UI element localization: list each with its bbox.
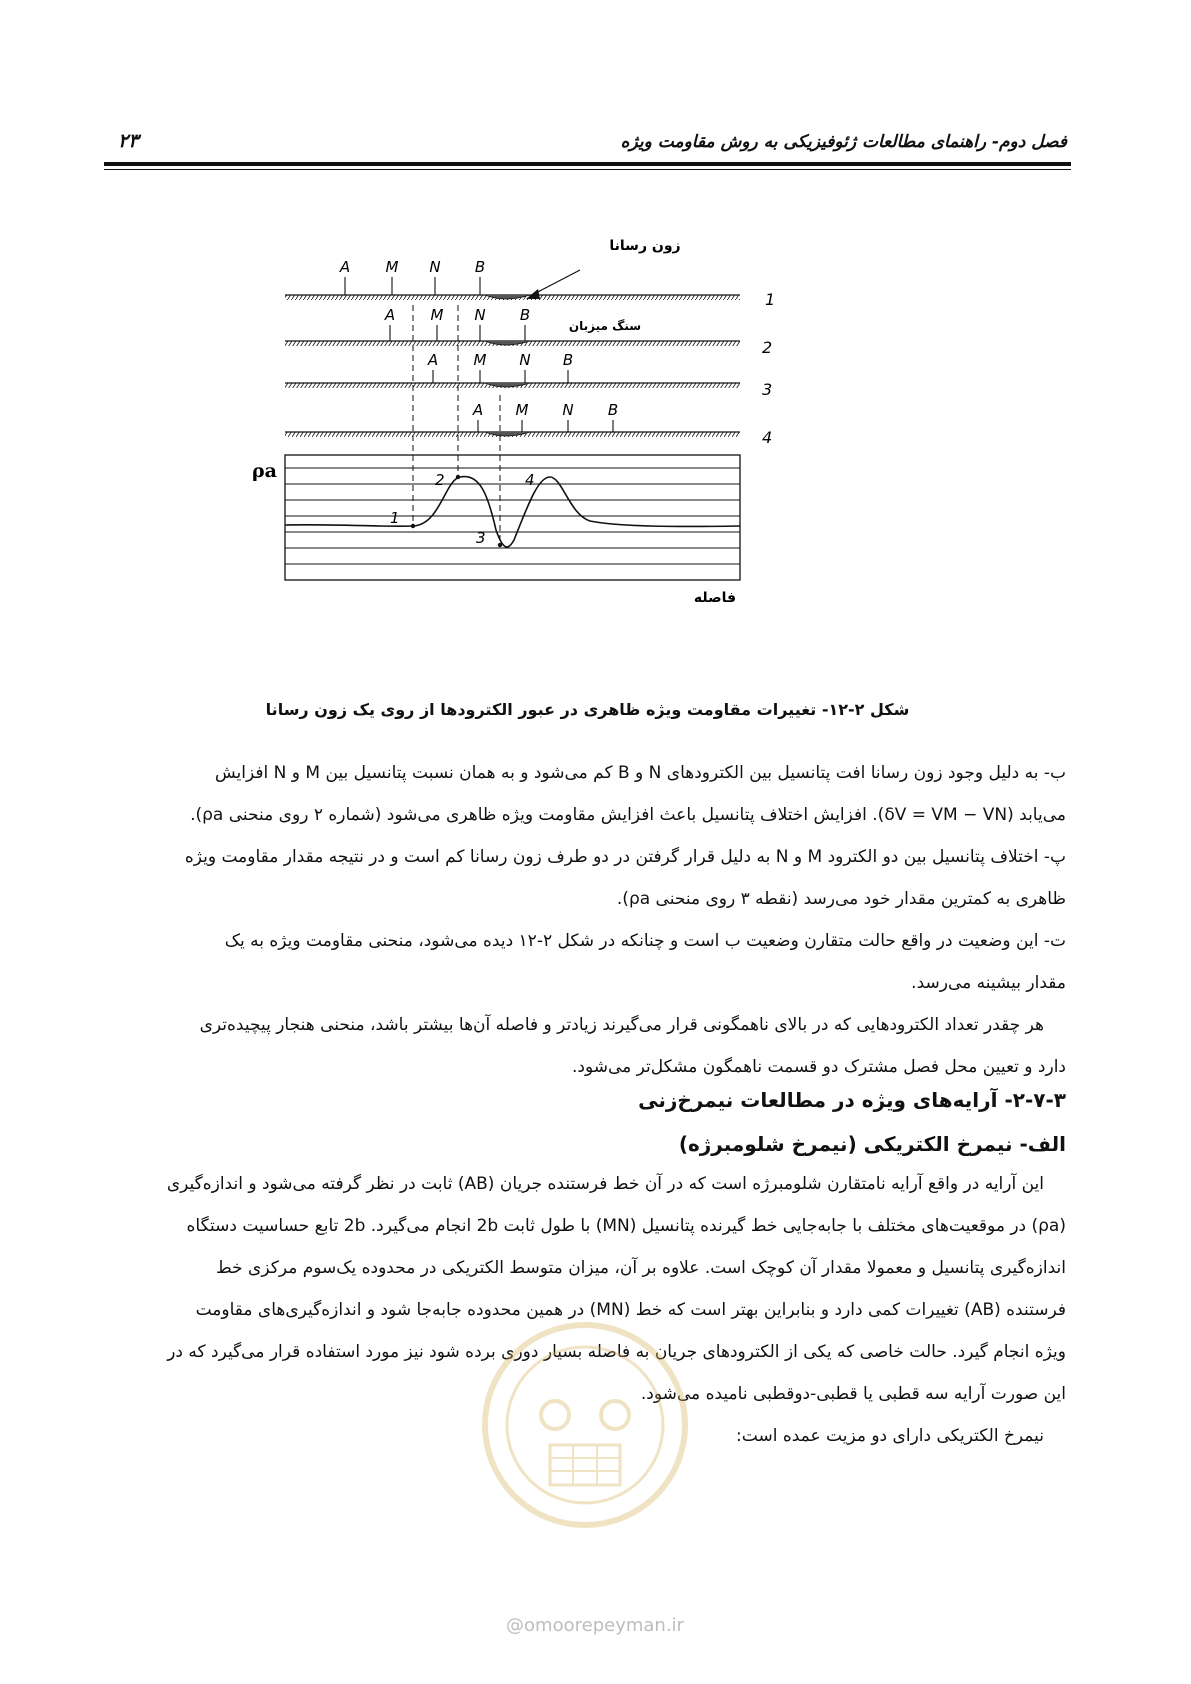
section-line-6: این صورت آرایه سه قطبی یا قطبی-دوقطبی نامیده می‌شود. (640, 1384, 1066, 1404)
figure-caption: شکل ۲-۱۲- تغییرات مقاومت ویژه ظاهری در عبور الکترودها از روی یک زون رسانا (265, 700, 910, 719)
section-line-2: (ρa) در موقعیت‌های مختلف با جابه‌جایی خط گیرنده پتانسیل (MN) با طول ثابت 2b انجام می‌گیرد. 2b تابع حساسیت دستگاه (186, 1216, 1066, 1236)
header-title: فصل دوم- راهنمای مطالعات ژئوفیزیکی به روش مقاومت ویژه (620, 132, 1067, 152)
section-line-3: اندازه‌گیری پتانسیل و معمولا مقدار آن کوچک است. علاوه بر آن، میزان متوسط الکتریکی در محدوده یک‌سوم مرکزی خط (216, 1258, 1066, 1278)
paragraph-h-line-1: هر چقدر تعداد الکترودهایی که در بالای ناهمگونی قرار می‌گیرند زیادتر و فاصله آن‌ها بیشتر باشد، منحنی هنجار پیچیده‌تری (199, 1015, 1044, 1035)
header-rule-thick (104, 162, 1071, 166)
paragraph-t-line-2: مقدار بیشینه می‌رسد. (911, 973, 1066, 993)
graph-frame (285, 455, 740, 580)
ground-line-2 (285, 341, 740, 346)
paragraph-b-line-1: ب- به دلیل وجود زون رسانا افت پتانسیل بین الکترودهای N و B کم می‌شود و به همان نسبت پتانسیل بین M و N افزایش (214, 763, 1066, 783)
paragraph-p-line-2: ظاهری به کمترین مقدار خود می‌رسد (نقطه ۳ روی منحنی ρa). (616, 889, 1066, 909)
electrode-label: A (339, 258, 351, 276)
ground-line-1 (285, 295, 740, 300)
section-line-1: این آرایه در واقع آرایه نامتقارن شلومبرژه است که در آن خط فرستنده جریان (AB) ثابت در نظر گرفته می‌شود و اندازه‌گیری (166, 1174, 1044, 1194)
conductive-zone-pointer (532, 270, 580, 295)
profile-number: 2 (762, 338, 773, 357)
curve-point-marker (411, 524, 415, 528)
curve-point-label: 3 (476, 529, 486, 547)
electrode-label: A (384, 306, 396, 324)
electrode-label: N (474, 306, 486, 324)
curve-point-label: 2 (435, 471, 445, 489)
electrode-label: M (515, 401, 529, 419)
page-number: ۲۳ (118, 130, 139, 152)
subsection-heading: الف- نیمرخ الکتریکی (نیمرخ شلومبرژه) (678, 1132, 1066, 1156)
electrode-label: A (472, 401, 484, 419)
paragraph-t-line-1: ت- این وضعیت در واقع حالت متقارن وضعیت ب است و چنانکه در شکل ۲-۱۲ دیده می‌شود، منحنی مقاومت ویژه به یک (224, 931, 1066, 951)
figure-resistivity-profiling (252, 238, 820, 665)
electrode-label: B (562, 351, 574, 369)
ground-line-4 (285, 432, 740, 437)
electrode-label: A (427, 351, 439, 369)
curve-point-marker (456, 475, 460, 479)
figure-svg (252, 238, 820, 665)
apparent-resistivity-curve (285, 477, 740, 547)
explanation-paragraphs (116, 752, 1066, 1088)
curve-point-marker (498, 543, 502, 547)
section-paragraphs (116, 1163, 1066, 1457)
paragraph-b-line-2: می‌یابد (δV = VM − VN). افزایش اختلاف پتانسیل باعث افزایش مقاومت ویژه ظاهری می‌شود (شماره ۲ روی منحنی ρa). (190, 805, 1066, 825)
profile-number: 3 (762, 380, 773, 399)
conductive-zone-label: زون رسانا (609, 238, 681, 254)
curve-point-label: 4 (525, 471, 535, 489)
electrode-label: B (607, 401, 619, 419)
paragraph-p-line-1: پ- اختلاف پتانسیل بین دو الکترود M و N به دلیل قرار گرفتن در دو طرف زون رسانا کم است و در نتیجه مقدار مقاومت ویژه (184, 847, 1066, 867)
profile-number: 4 (762, 428, 773, 447)
rho-a-axis-label: ρa (252, 460, 277, 482)
page-header (104, 130, 1071, 162)
ground-line-3 (285, 383, 740, 388)
watermark-site: @omoorepeyman.ir (506, 1615, 684, 1636)
electrode-label: N (519, 351, 531, 369)
section-heading: ۲-۷-۳- آرایه‌های ویژه در مطالعات نیمرخ‌زنی (638, 1088, 1066, 1112)
electrode-label: B (474, 258, 486, 276)
curve-point-label: 1 (390, 509, 400, 527)
section-line-5: ویژه انجام گیرد. حالت خاصی که یکی از الکترودهای جریان به فاصله بسیار دوری برده شود نیز مورد استفاده قرار می‌گیرد که در (167, 1342, 1066, 1362)
electrode-label: N (429, 258, 441, 276)
section-line-4: فرستنده (AB) تغییرات کمی دارد و بنابراین بهتر است که خط (MN) در همین محدوده جابه‌جا شود و اندازه‌گیری‌های مقاومت (195, 1300, 1066, 1320)
electrode-label: M (385, 258, 399, 276)
header-rule-thin (104, 169, 1071, 170)
profile-number: 1 (765, 290, 776, 309)
section-line-7: نیمرخ الکتریکی دارای دو مزیت عمده است: (736, 1426, 1044, 1446)
distance-axis-label: فاصله (693, 590, 737, 606)
paragraph-h-line-2: دارد و تعیین محل فصل مشترک دو قسمت ناهمگون مشکل‌تر می‌شود. (571, 1057, 1066, 1077)
host-rock-label: سنگ میزبان (568, 319, 642, 333)
electrode-label: M (430, 306, 444, 324)
electrode-label: B (519, 306, 531, 324)
electrode-label: N (562, 401, 574, 419)
electrode-label: M (473, 351, 487, 369)
